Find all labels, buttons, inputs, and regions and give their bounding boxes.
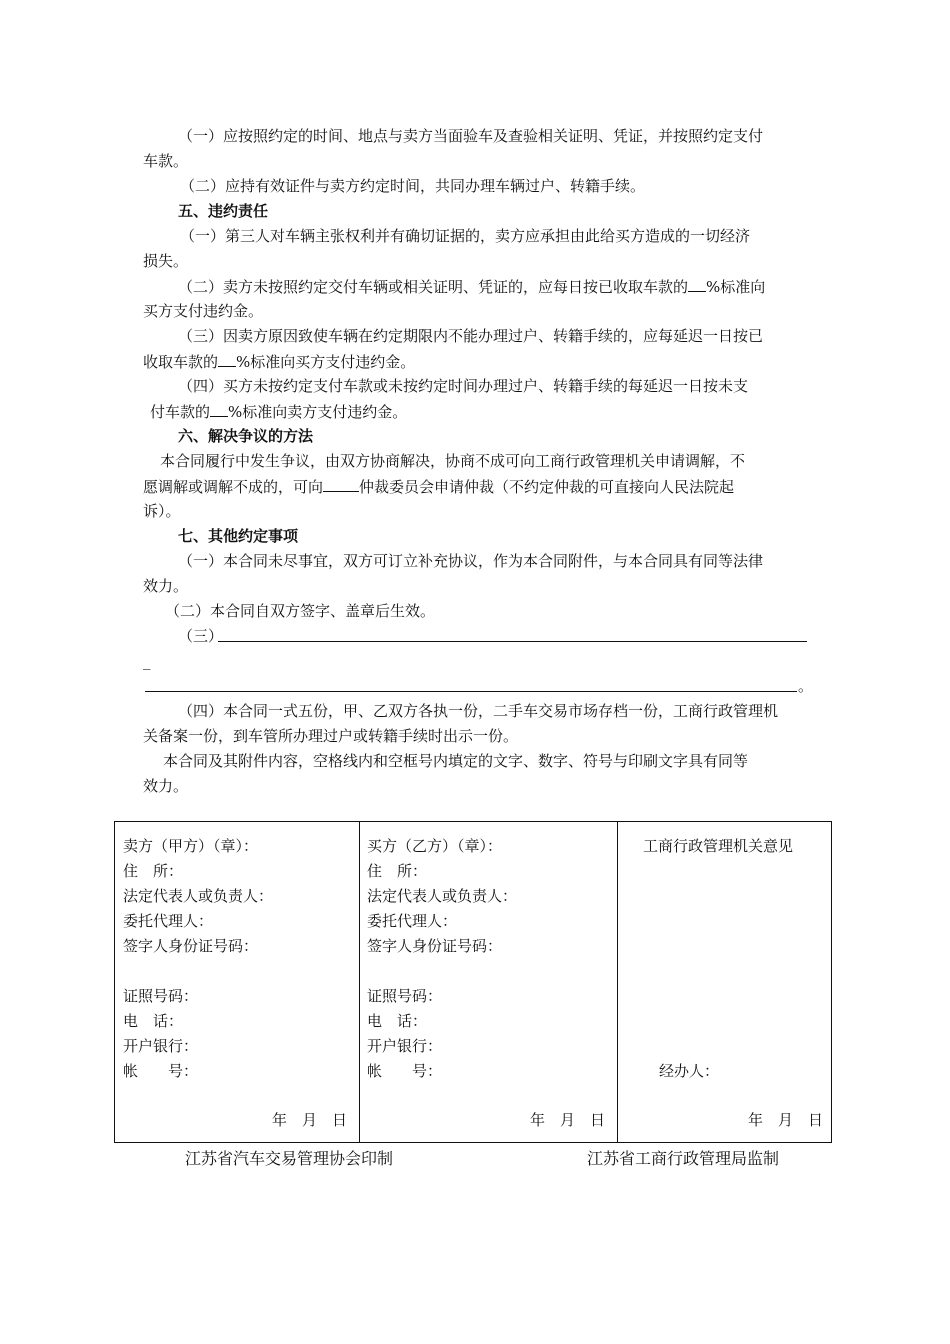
footer-supervised-by: 江苏省工商行政管理局监制 <box>587 1149 780 1168</box>
buyer-duty-2: （二）应持有效证件与卖方约定时间，共同办理车辆过户、转籍手续。 <box>180 177 646 195</box>
authority-date: 年 月 日 <box>747 1111 823 1129</box>
authority-handler-label: 经办人： <box>659 1062 720 1080</box>
dispute-line-3: 诉）。 <box>143 502 181 520</box>
other-item-3-blank-line[interactable] <box>218 641 807 642</box>
dispute-line-2-tail: 仲裁委员会申请仲裁（不约定仲裁的可直接向人民法院起 <box>359 478 735 496</box>
dispute-line-2-text: 愿调解或调解不成的，可向 <box>143 478 324 496</box>
percent-blank-field[interactable] <box>218 349 236 367</box>
arbitration-blank-field[interactable] <box>323 474 359 492</box>
breach-item-1b: 损失。 <box>143 252 189 270</box>
seller-column <box>115 822 360 1142</box>
breach-item-3a: （三）因卖方原因致使车辆在约定期限内不能办理过户、转籍手续的，应每延迟一日按已 <box>178 327 764 345</box>
breach-item-1a: （一）第三人对车辆主张权利并有确切证据的，卖方应承担由此给买方造成的一切经济 <box>180 227 751 245</box>
buyer-license-label: 证照号码： <box>367 987 443 1005</box>
seller-legal-rep-label: 法定代表人或负责人： <box>123 887 274 905</box>
breach-item-2a-text: （二）卖方未按照约定交付车辆或相关证明、凭证的，应每日按已收取车款的 <box>178 278 689 296</box>
buyer-phone-label: 电 话： <box>367 1012 428 1030</box>
other-item-4a: （四）本合同一式五份，甲、乙双方各执一份，二手车交易市场存档一份，工商行政管理机 <box>178 702 779 720</box>
seller-phone-label: 电 话： <box>123 1012 184 1030</box>
validity-note-a: 本合同及其附件内容，空格线内和空框号内填定的文字、数字、符号与印刷文字具有同等 <box>163 752 749 770</box>
validity-note-b: 效力。 <box>143 777 189 795</box>
breach-item-2b: 买方支付违约金。 <box>143 302 264 320</box>
seller-agent-label: 委托代理人： <box>123 912 214 930</box>
breach-item-3b-tail: %标准向买方支付违约金。 <box>236 353 416 371</box>
other-item-3-dash: _ <box>143 652 151 670</box>
signature-table <box>114 821 832 1143</box>
other-item-4b: 关备案一份，到车管所办理过户或转籍手续时出示一份。 <box>143 727 519 745</box>
authority-column <box>617 822 831 1142</box>
percent-blank-field[interactable] <box>210 399 228 417</box>
seller-title: 卖方（甲方）（章）： <box>123 837 259 855</box>
other-item-2: （二）本合同自双方签字、盖章后生效。 <box>165 602 436 620</box>
footer-printed-by: 江苏省汽车交易管理协会印制 <box>185 1149 394 1168</box>
authority-title: 工商行政管理机关意见 <box>643 837 794 855</box>
seller-bank-label: 开户银行： <box>123 1037 199 1055</box>
buyer-bank-label: 开户银行： <box>367 1037 443 1055</box>
buyer-account-label: 帐 号： <box>367 1062 443 1080</box>
percent-blank-field[interactable] <box>688 274 706 292</box>
buyer-column <box>359 822 618 1142</box>
seller-id-label: 签字人身份证号码： <box>123 937 259 955</box>
buyer-duty-1b: 车款。 <box>143 152 189 170</box>
other-item-3-blank-line-2[interactable] <box>145 691 797 692</box>
seller-address-label: 住 所： <box>123 862 184 880</box>
breach-item-4b-text: 付车款的 <box>150 403 211 421</box>
other-item-3-label: （三） <box>178 627 224 645</box>
dispute-line-1: 本合同履行中发生争议，由双方协商解决，协商不成可向工商行政管理机关申请调解，不 <box>160 452 746 470</box>
seller-account-label: 帐 号： <box>123 1062 199 1080</box>
breach-item-4b-tail: %标准向卖方支付违约金。 <box>228 403 408 421</box>
dispute-line-2 <box>143 474 808 500</box>
buyer-id-label: 签字人身份证号码： <box>367 937 503 955</box>
breach-item-2a <box>178 274 843 300</box>
seller-date: 年 月 日 <box>271 1111 347 1129</box>
section-heading-breach: 五、违约责任 <box>178 202 269 220</box>
breach-item-3b-text: 收取车款的 <box>143 353 219 371</box>
buyer-legal-rep-label: 法定代表人或负责人： <box>367 887 518 905</box>
other-item-3-end: 。 <box>798 677 814 695</box>
buyer-address-label: 住 所： <box>367 862 428 880</box>
buyer-title: 买方（乙方）（章）： <box>367 837 503 855</box>
breach-item-4a: （四）买方未按约定支付车款或未按约定时间办理过户、转籍手续的每延迟一日按未支 <box>178 377 749 395</box>
buyer-agent-label: 委托代理人： <box>367 912 458 930</box>
seller-license-label: 证照号码： <box>123 987 199 1005</box>
other-item-1a: （一）本合同未尽事宜，双方可订立补充协议，作为本合同附件，与本合同具有同等法律 <box>178 552 764 570</box>
buyer-date: 年 月 日 <box>529 1111 605 1129</box>
breach-item-4b <box>150 399 815 425</box>
breach-item-3b <box>143 349 808 375</box>
breach-item-2a-tail: %标准向 <box>706 278 766 296</box>
section-heading-other: 七、其他约定事项 <box>178 527 299 545</box>
buyer-duty-1a: （一）应按照约定的时间、地点与卖方当面验车及查验相关证明、凭证，并按照约定支付 <box>178 127 764 145</box>
section-heading-dispute: 六、解决争议的方法 <box>178 427 314 445</box>
other-item-1b: 效力。 <box>143 577 189 595</box>
